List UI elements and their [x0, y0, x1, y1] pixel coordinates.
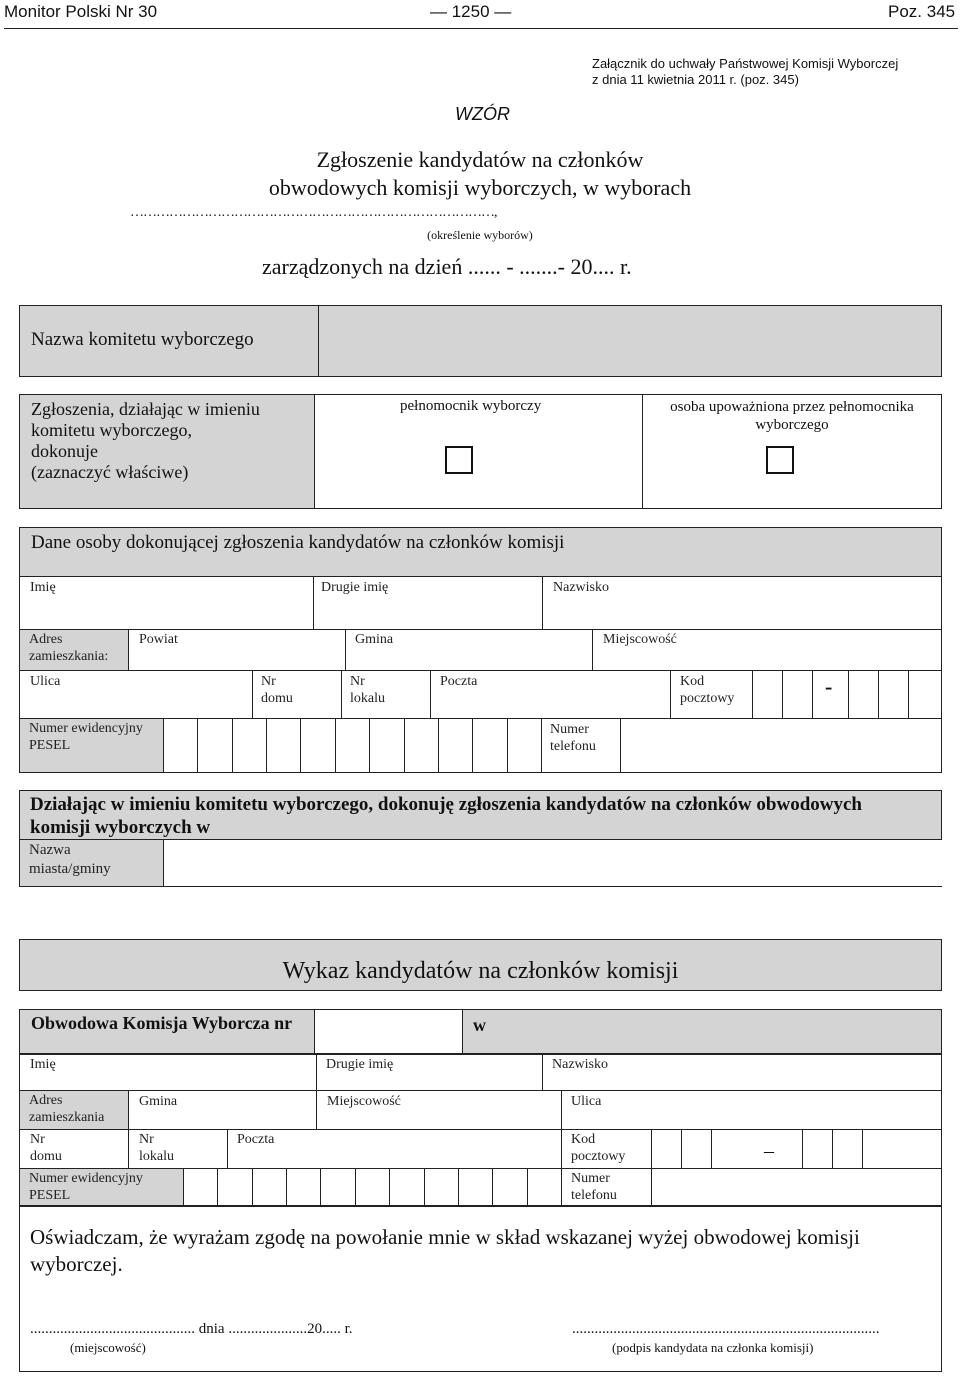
person-second-name-label: Drugie imię	[321, 580, 389, 595]
candidate-locality-label: Miejscowość	[327, 1094, 401, 1109]
divider	[316, 1091, 317, 1129]
candidate-surname-label: Nazwisko	[552, 1057, 608, 1072]
divider	[848, 671, 849, 718]
divider	[862, 1130, 863, 1168]
election-hint: (określenie wyborów)	[427, 228, 533, 242]
commission-number-field[interactable]	[314, 1009, 463, 1054]
divider	[561, 1130, 562, 1168]
person-pesel-label	[29, 720, 143, 754]
divider	[592, 630, 593, 670]
person-flat-l2: lokalu	[350, 691, 385, 706]
candidate-address-l1: Adres	[29, 1093, 63, 1108]
list-header-text: Wykaz kandydatów na członków komisji	[282, 958, 679, 984]
pesel-cell-divider	[232, 719, 233, 772]
candidate-flat-label	[139, 1131, 174, 1165]
person-post-label: Poczta	[440, 674, 478, 689]
position-number: Poz. 345	[888, 2, 956, 21]
divider	[752, 671, 753, 718]
divider	[620, 719, 621, 772]
divider	[345, 630, 346, 670]
person-house-label	[261, 673, 293, 707]
person-phone-label	[550, 721, 596, 755]
election-date: zarządzonych na dzień ...... - .......- 20.... r.	[262, 254, 632, 279]
candidate-address-label-cell	[20, 1091, 129, 1129]
pesel-cell-divider	[217, 1169, 218, 1205]
candidate-flat-l1: Nr	[139, 1132, 154, 1147]
person-county-label: Powiat	[139, 632, 178, 647]
person-flat-l1: Nr	[350, 674, 365, 689]
candidate-post-label: Poczta	[237, 1132, 275, 1147]
candidate-house-label	[30, 1131, 62, 1165]
person-postal-l2: pocztowy	[680, 691, 735, 706]
person-address-l1: Adres	[29, 632, 63, 647]
submitter-label-cell	[19, 394, 315, 509]
candidate-flat-l2: lokalu	[139, 1149, 174, 1164]
pesel-cell-divider	[507, 719, 508, 772]
person-phone-l1: Numer	[550, 722, 589, 737]
annex-line-1: Załącznik do uchwały Państwowej Komisji Wyborczej	[592, 56, 899, 71]
acting-line-1: Działając w imieniu komitetu wyborczego, dokonuję zgłoszenia kandydatów na członków obwodowych	[30, 794, 862, 815]
candidate-postal-label	[571, 1131, 625, 1165]
declaration-line-2: wyborczej.	[30, 1252, 123, 1276]
pesel-cell-divider	[369, 719, 370, 772]
candidate-pesel-label	[29, 1170, 143, 1204]
person-header	[20, 528, 941, 577]
person-surname-label: Nazwisko	[553, 580, 609, 595]
divider	[542, 1054, 543, 1090]
divider	[128, 1130, 129, 1168]
acting-city-l1: Nazwa	[29, 842, 71, 858]
person-postal-dash: -	[825, 674, 833, 699]
candidate-second-name-label: Drugie imię	[326, 1057, 394, 1072]
commission-label: Obwodowa Komisja Wyborcza nr	[31, 1013, 293, 1033]
person-address-label	[29, 631, 108, 665]
divider	[812, 671, 813, 718]
election-dots: …………………………………………………………………………,	[130, 205, 497, 220]
pesel-cell-divider	[458, 1169, 459, 1205]
document-title	[0, 146, 960, 202]
option-proxy-checkbox[interactable]	[445, 446, 473, 474]
candidate-house-l2: domu	[30, 1149, 62, 1164]
person-flat-label	[350, 673, 385, 707]
acting-city-field[interactable]	[163, 840, 942, 886]
candidate-commune-label: Gmina	[139, 1094, 178, 1109]
divider	[430, 671, 431, 718]
pesel-cell-divider	[335, 719, 336, 772]
person-commune-label: Gmina	[355, 632, 394, 647]
person-first-name-label: Imię	[30, 580, 56, 595]
annex-line-2: z dnia 11 kwietnia 2011 r. (poz. 345)	[592, 72, 799, 87]
divider	[711, 1130, 712, 1168]
place-hint: (miejscowość)	[70, 1340, 146, 1355]
candidate-house-l1: Nr	[30, 1132, 45, 1147]
divider	[878, 671, 879, 718]
pesel-cell-divider	[286, 1169, 287, 1205]
commission-place-field[interactable]	[462, 1009, 942, 1054]
committee-name-field[interactable]	[318, 305, 942, 377]
candidate-first-name-label: Imię	[30, 1057, 56, 1072]
pesel-cell-divider	[266, 719, 267, 772]
commission-w-label: w	[473, 1015, 486, 1035]
option-authorized-l2: wyborczego	[755, 417, 829, 433]
title-line-1: Zgłoszenie kandydatów na członków	[316, 147, 644, 172]
candidate-address-l2: zamieszkania	[29, 1110, 105, 1125]
divider	[561, 1169, 562, 1205]
divider	[20, 670, 941, 671]
pesel-cell-divider	[252, 1169, 253, 1205]
person-pesel-digit-cells[interactable]	[163, 719, 541, 772]
pesel-cell-divider	[472, 719, 473, 772]
divider	[561, 1091, 562, 1129]
person-postal-l1: Kod	[680, 674, 705, 689]
divider	[681, 1130, 682, 1168]
candidate-phone-l1: Numer	[571, 1171, 610, 1186]
submitter-label-l2: komitetu wyborczego,	[31, 420, 192, 440]
person-house-l2: domu	[261, 691, 293, 706]
person-address-label-cell	[20, 630, 129, 670]
declaration-text	[30, 1224, 860, 1278]
acting-line-2: komisji wyborczych w	[30, 817, 211, 838]
divider	[651, 1130, 652, 1168]
submitter-label-l3: dokonuje	[31, 441, 98, 461]
person-house-l1: Nr	[261, 674, 276, 689]
divider	[313, 577, 314, 629]
signature-line[interactable]: ..................................................................................	[572, 1321, 880, 1337]
pesel-cell-divider	[320, 1169, 321, 1205]
annex-note	[592, 56, 898, 88]
divider	[316, 1054, 317, 1090]
divider	[20, 1090, 941, 1091]
pesel-cell-divider	[438, 719, 439, 772]
candidate-pesel-l1: Numer ewidencyjny	[29, 1171, 143, 1186]
divider	[782, 671, 783, 718]
divider	[252, 671, 253, 718]
pesel-cell-divider	[404, 719, 405, 772]
candidate-postal-l1: Kod	[571, 1132, 596, 1147]
submitter-label-l1: Zgłoszenia, działając w imieniu	[31, 399, 260, 419]
divider	[542, 577, 543, 629]
acting-city-l2: miasta/gminy	[29, 861, 111, 877]
divider	[832, 1130, 833, 1168]
candidate-postal-dash: –	[764, 1140, 774, 1162]
candidate-pesel-label-cell	[20, 1169, 184, 1205]
candidate-pesel-digit-cells[interactable]	[183, 1169, 561, 1205]
person-street-label: Ulica	[30, 674, 61, 689]
person-address-l2: zamieszkania:	[29, 649, 109, 664]
person-header-text: Dane osoby dokonującej zgłoszenia kandydatów na członków komisji	[31, 532, 565, 553]
list-header	[19, 939, 942, 991]
submitter-label	[31, 399, 260, 483]
divider	[341, 671, 342, 718]
candidate-postal-l2: pocztowy	[571, 1149, 626, 1164]
person-pesel-l2: PESEL	[29, 738, 71, 753]
page-header	[0, 0, 960, 30]
option-authorized-checkbox[interactable]	[766, 446, 794, 474]
pesel-cell-divider	[424, 1169, 425, 1205]
journal-name: Monitor Polski Nr 30	[4, 2, 158, 21]
commission-label-cell	[19, 1009, 315, 1054]
divider	[670, 671, 671, 718]
candidate-street-label: Ulica	[571, 1094, 602, 1109]
page-number: — 1250 —	[430, 2, 512, 21]
place-date-line[interactable]: ............................................ dnia .....................20..... r.	[30, 1321, 353, 1337]
signature-hint: (podpis kandydata na członka komisji)	[612, 1340, 814, 1355]
divider	[651, 1169, 652, 1205]
acting-city-label	[29, 841, 111, 879]
pesel-cell-divider	[300, 719, 301, 772]
divider	[541, 719, 542, 772]
divider	[227, 1130, 228, 1168]
pesel-cell-divider	[492, 1169, 493, 1205]
declaration-line-1: Oświadczam, że wyrażam zgodę na powołanie mnie w skład wskazanej wyżej obwodowej komisji	[30, 1225, 860, 1249]
option-authorized-l1: osoba upoważniona przez pełnomocnika	[670, 399, 914, 415]
pesel-cell-divider	[527, 1169, 528, 1205]
submitter-label-l4: (zaznaczyć właściwe)	[31, 462, 189, 482]
option-authorized-label	[643, 398, 941, 434]
pesel-cell-divider	[197, 719, 198, 772]
header-rule	[4, 28, 958, 29]
template-label: WZÓR	[455, 104, 510, 124]
person-pesel-label-cell	[20, 719, 164, 772]
person-pesel-l1: Numer ewidencyjny	[29, 721, 143, 736]
candidate-phone-label	[571, 1170, 617, 1204]
divider	[908, 671, 909, 718]
candidate-phone-l2: telefonu	[571, 1188, 617, 1203]
divider	[802, 1130, 803, 1168]
candidate-address-label	[29, 1092, 104, 1126]
person-postal-label	[680, 673, 734, 707]
title-line-2: obwodowych komisji wyborczych, w wyborach	[268, 175, 692, 200]
pesel-cell-divider	[389, 1169, 390, 1205]
acting-text	[30, 793, 862, 839]
person-locality-label: Miejscowość	[603, 632, 677, 647]
person-phone-l2: telefonu	[550, 739, 596, 754]
divider	[20, 629, 941, 630]
candidate-pesel-l2: PESEL	[29, 1188, 71, 1203]
option-proxy-label: pełnomocnik wyborczy	[400, 398, 542, 414]
pesel-cell-divider	[355, 1169, 356, 1205]
committee-name-label: Nazwa komitetu wyborczego	[31, 329, 254, 350]
committee-name-label-cell	[19, 305, 319, 377]
